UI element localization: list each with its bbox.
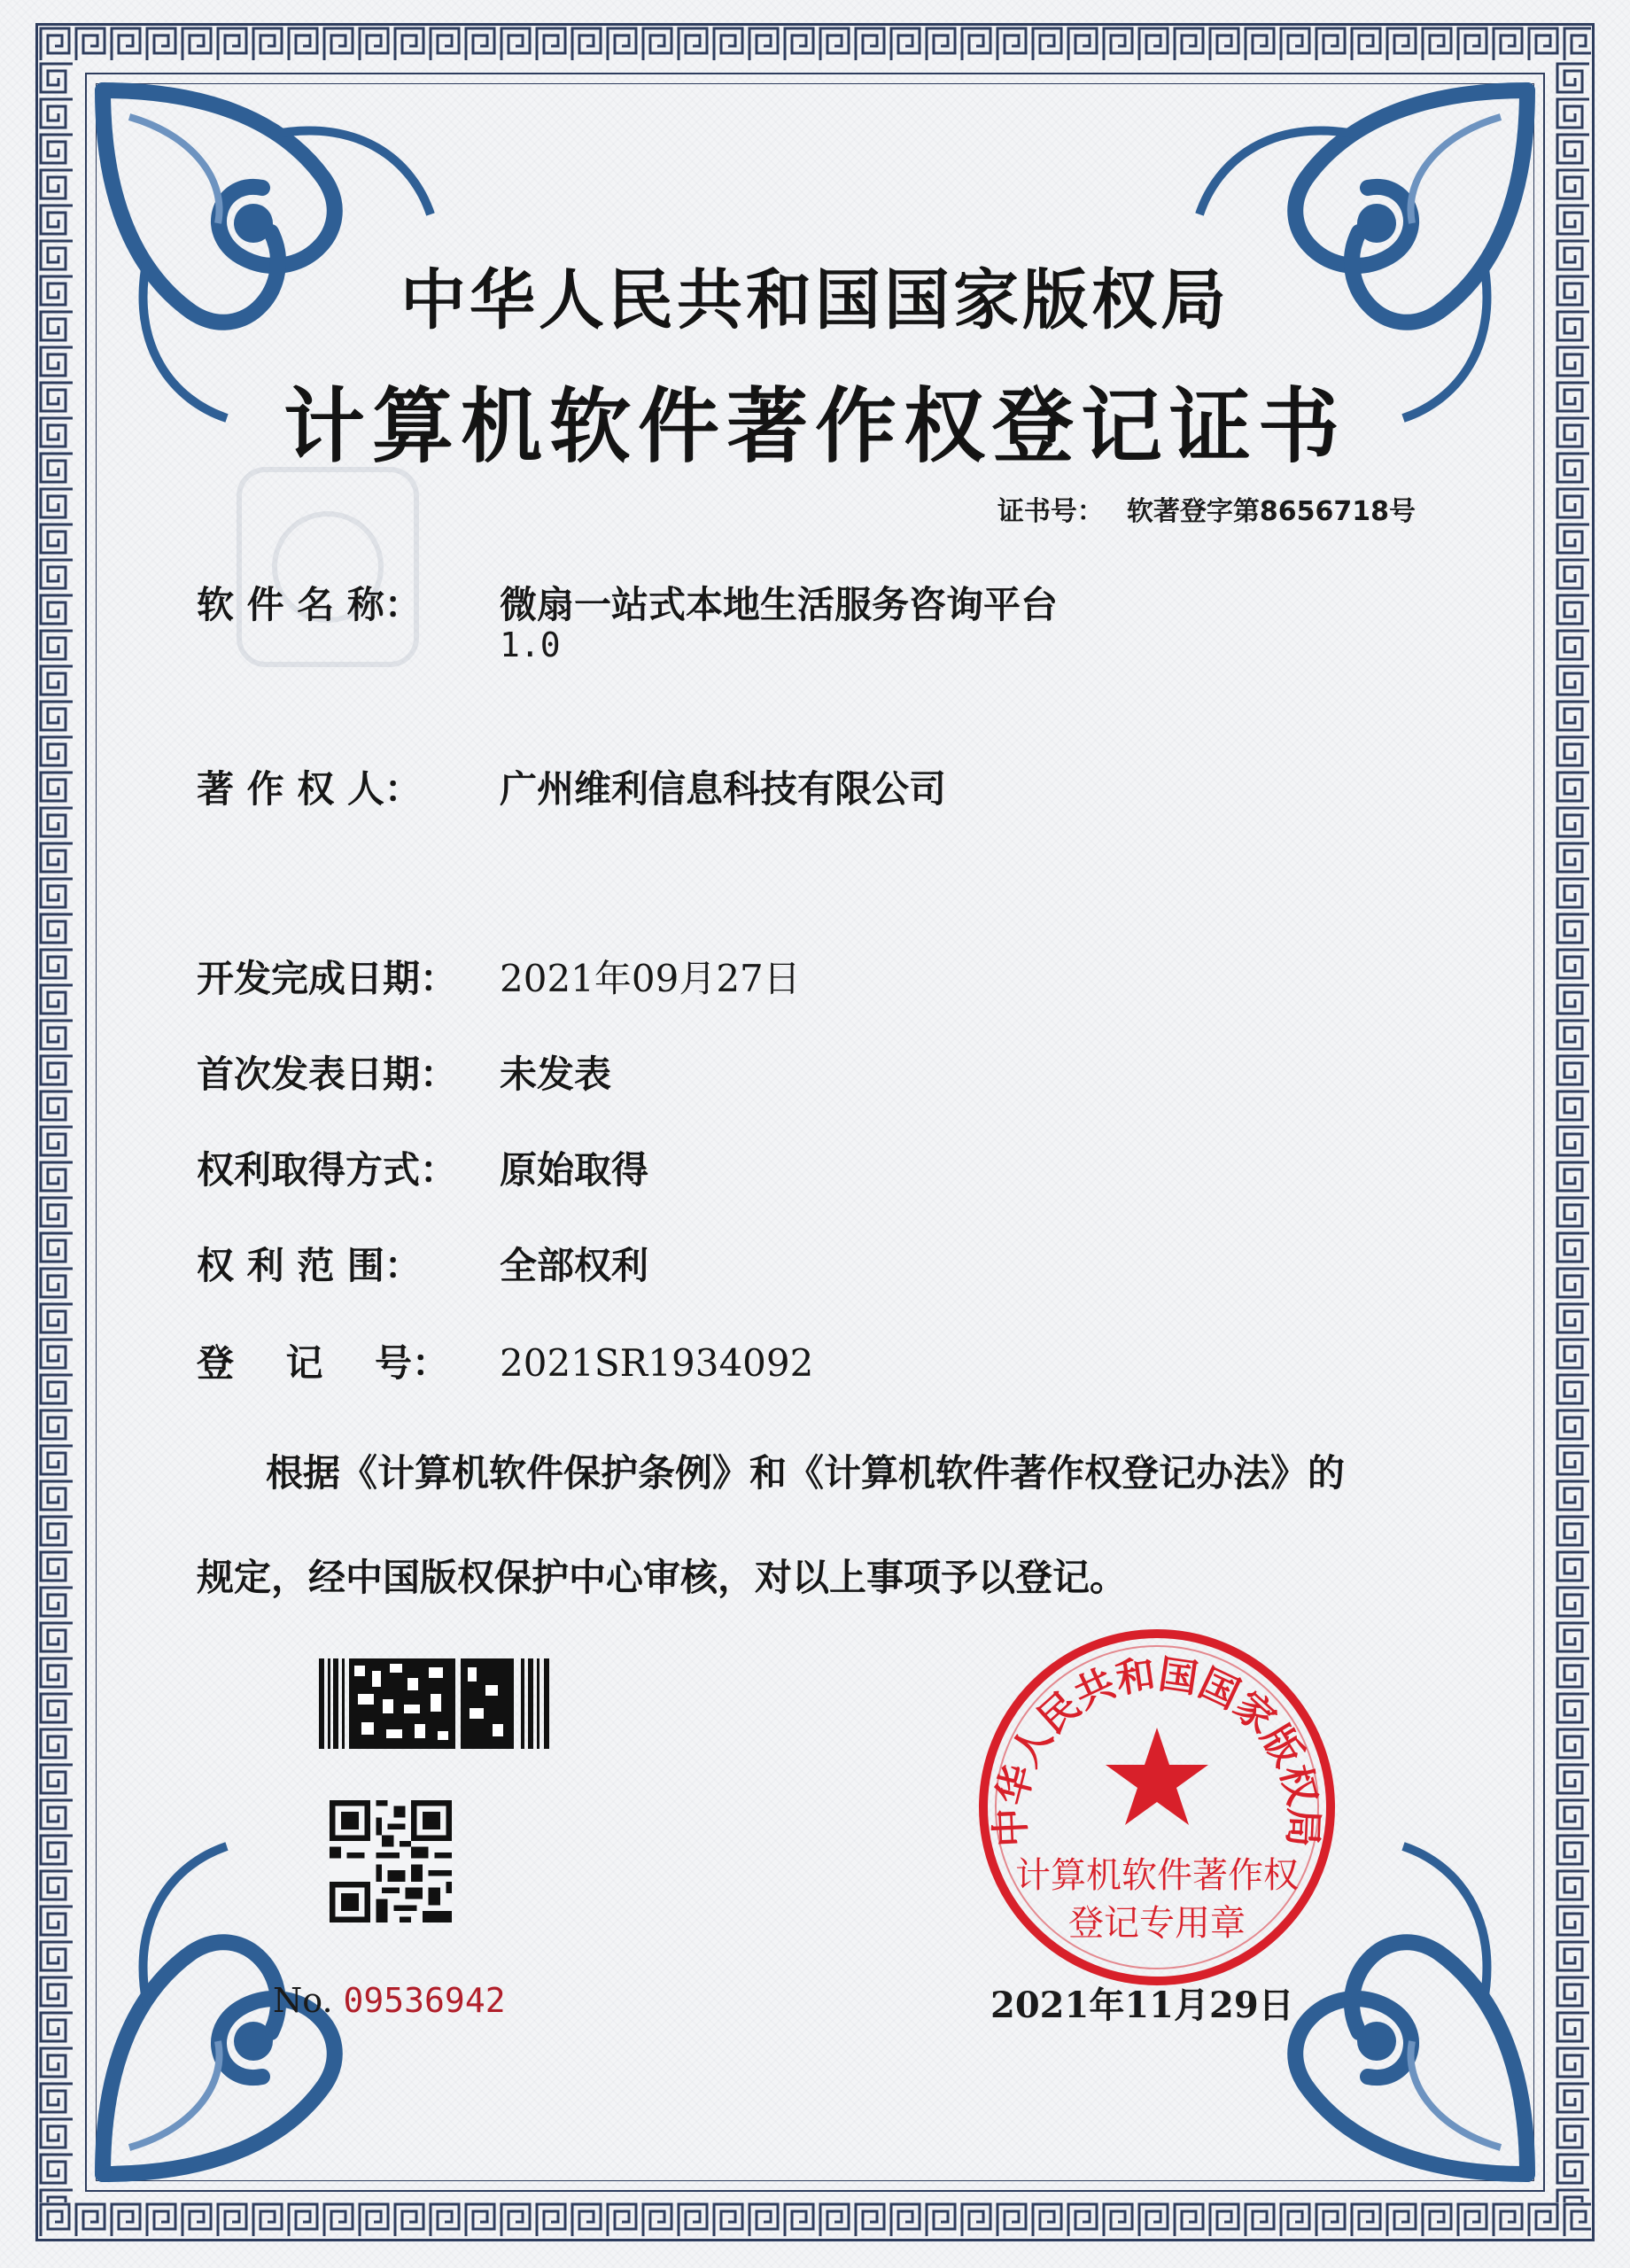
first-publication-row: [197, 1045, 611, 1099]
statement-line-1: 根据《计算机软件保护条例》和《计算机软件著作权登记办法》的: [266, 1451, 1346, 1495]
completion-date-row: [197, 950, 801, 1003]
issuer-title: 中华人民共和国国家版权局: [400, 262, 1230, 338]
official-seal-icon: [971, 1621, 1343, 1993]
software-name-label: 软 件 名 称：: [197, 583, 422, 626]
serial-prefix: No.: [273, 1981, 333, 2020]
serial-number: [273, 1981, 506, 2020]
completion-date-value: 2021年09月27日: [500, 957, 801, 1000]
seal-inner-line-2: 登记专用章: [1068, 1903, 1246, 1944]
certificate-title: 计算机软件著作权登记证书: [283, 379, 1347, 474]
certificate-number: [997, 489, 1416, 528]
registration-row: [197, 1334, 813, 1387]
barcode-icon: [319, 1658, 553, 1749]
owner-label: 著 作 权 人：: [197, 767, 422, 811]
watermark-emblem-icon: [230, 461, 425, 673]
qr-code-icon: [330, 1800, 452, 1922]
software-name-value: 微扇一站式本地生活服务咨询平台: [500, 583, 1059, 626]
statement-line-2: 规定，经中国版权保护中心审核，对以上事项予以登记。: [197, 1556, 1128, 1599]
acquisition-value: 原始取得: [500, 1148, 649, 1192]
software-version: 1.0: [500, 625, 561, 664]
seal-inner-line-1: 计算机软件著作权: [1015, 1855, 1299, 1896]
scope-value: 全部权利: [500, 1244, 649, 1287]
certificate-number-value: 软著登字第8656718号: [1126, 496, 1416, 527]
scope-row: [197, 1237, 648, 1290]
registration-value: 2021SR1934092: [500, 1341, 814, 1385]
owner-value: 广州维利信息科技有限公司: [500, 767, 947, 811]
issue-date: 2021年11月29日: [990, 1984, 1294, 2026]
serial-value: 09536942: [343, 1981, 506, 2020]
registration-label: 登 记 号：: [197, 1341, 449, 1385]
completion-date-label: 开发完成日期：: [197, 957, 458, 1000]
first-publication-label: 首次发表日期：: [197, 1052, 458, 1096]
software-name-row: [197, 576, 1058, 629]
seal-outer-text: 中华人民共和国国家版权局: [988, 1651, 1326, 1848]
certificate-number-label: 证书号：: [997, 496, 1104, 527]
acquisition-label: 权利取得方式：: [197, 1148, 458, 1192]
owner-row: [197, 760, 946, 813]
first-publication-value: 未发表: [500, 1052, 612, 1096]
acquisition-row: [197, 1141, 648, 1194]
scope-label: 权 利 范 围：: [197, 1244, 422, 1287]
